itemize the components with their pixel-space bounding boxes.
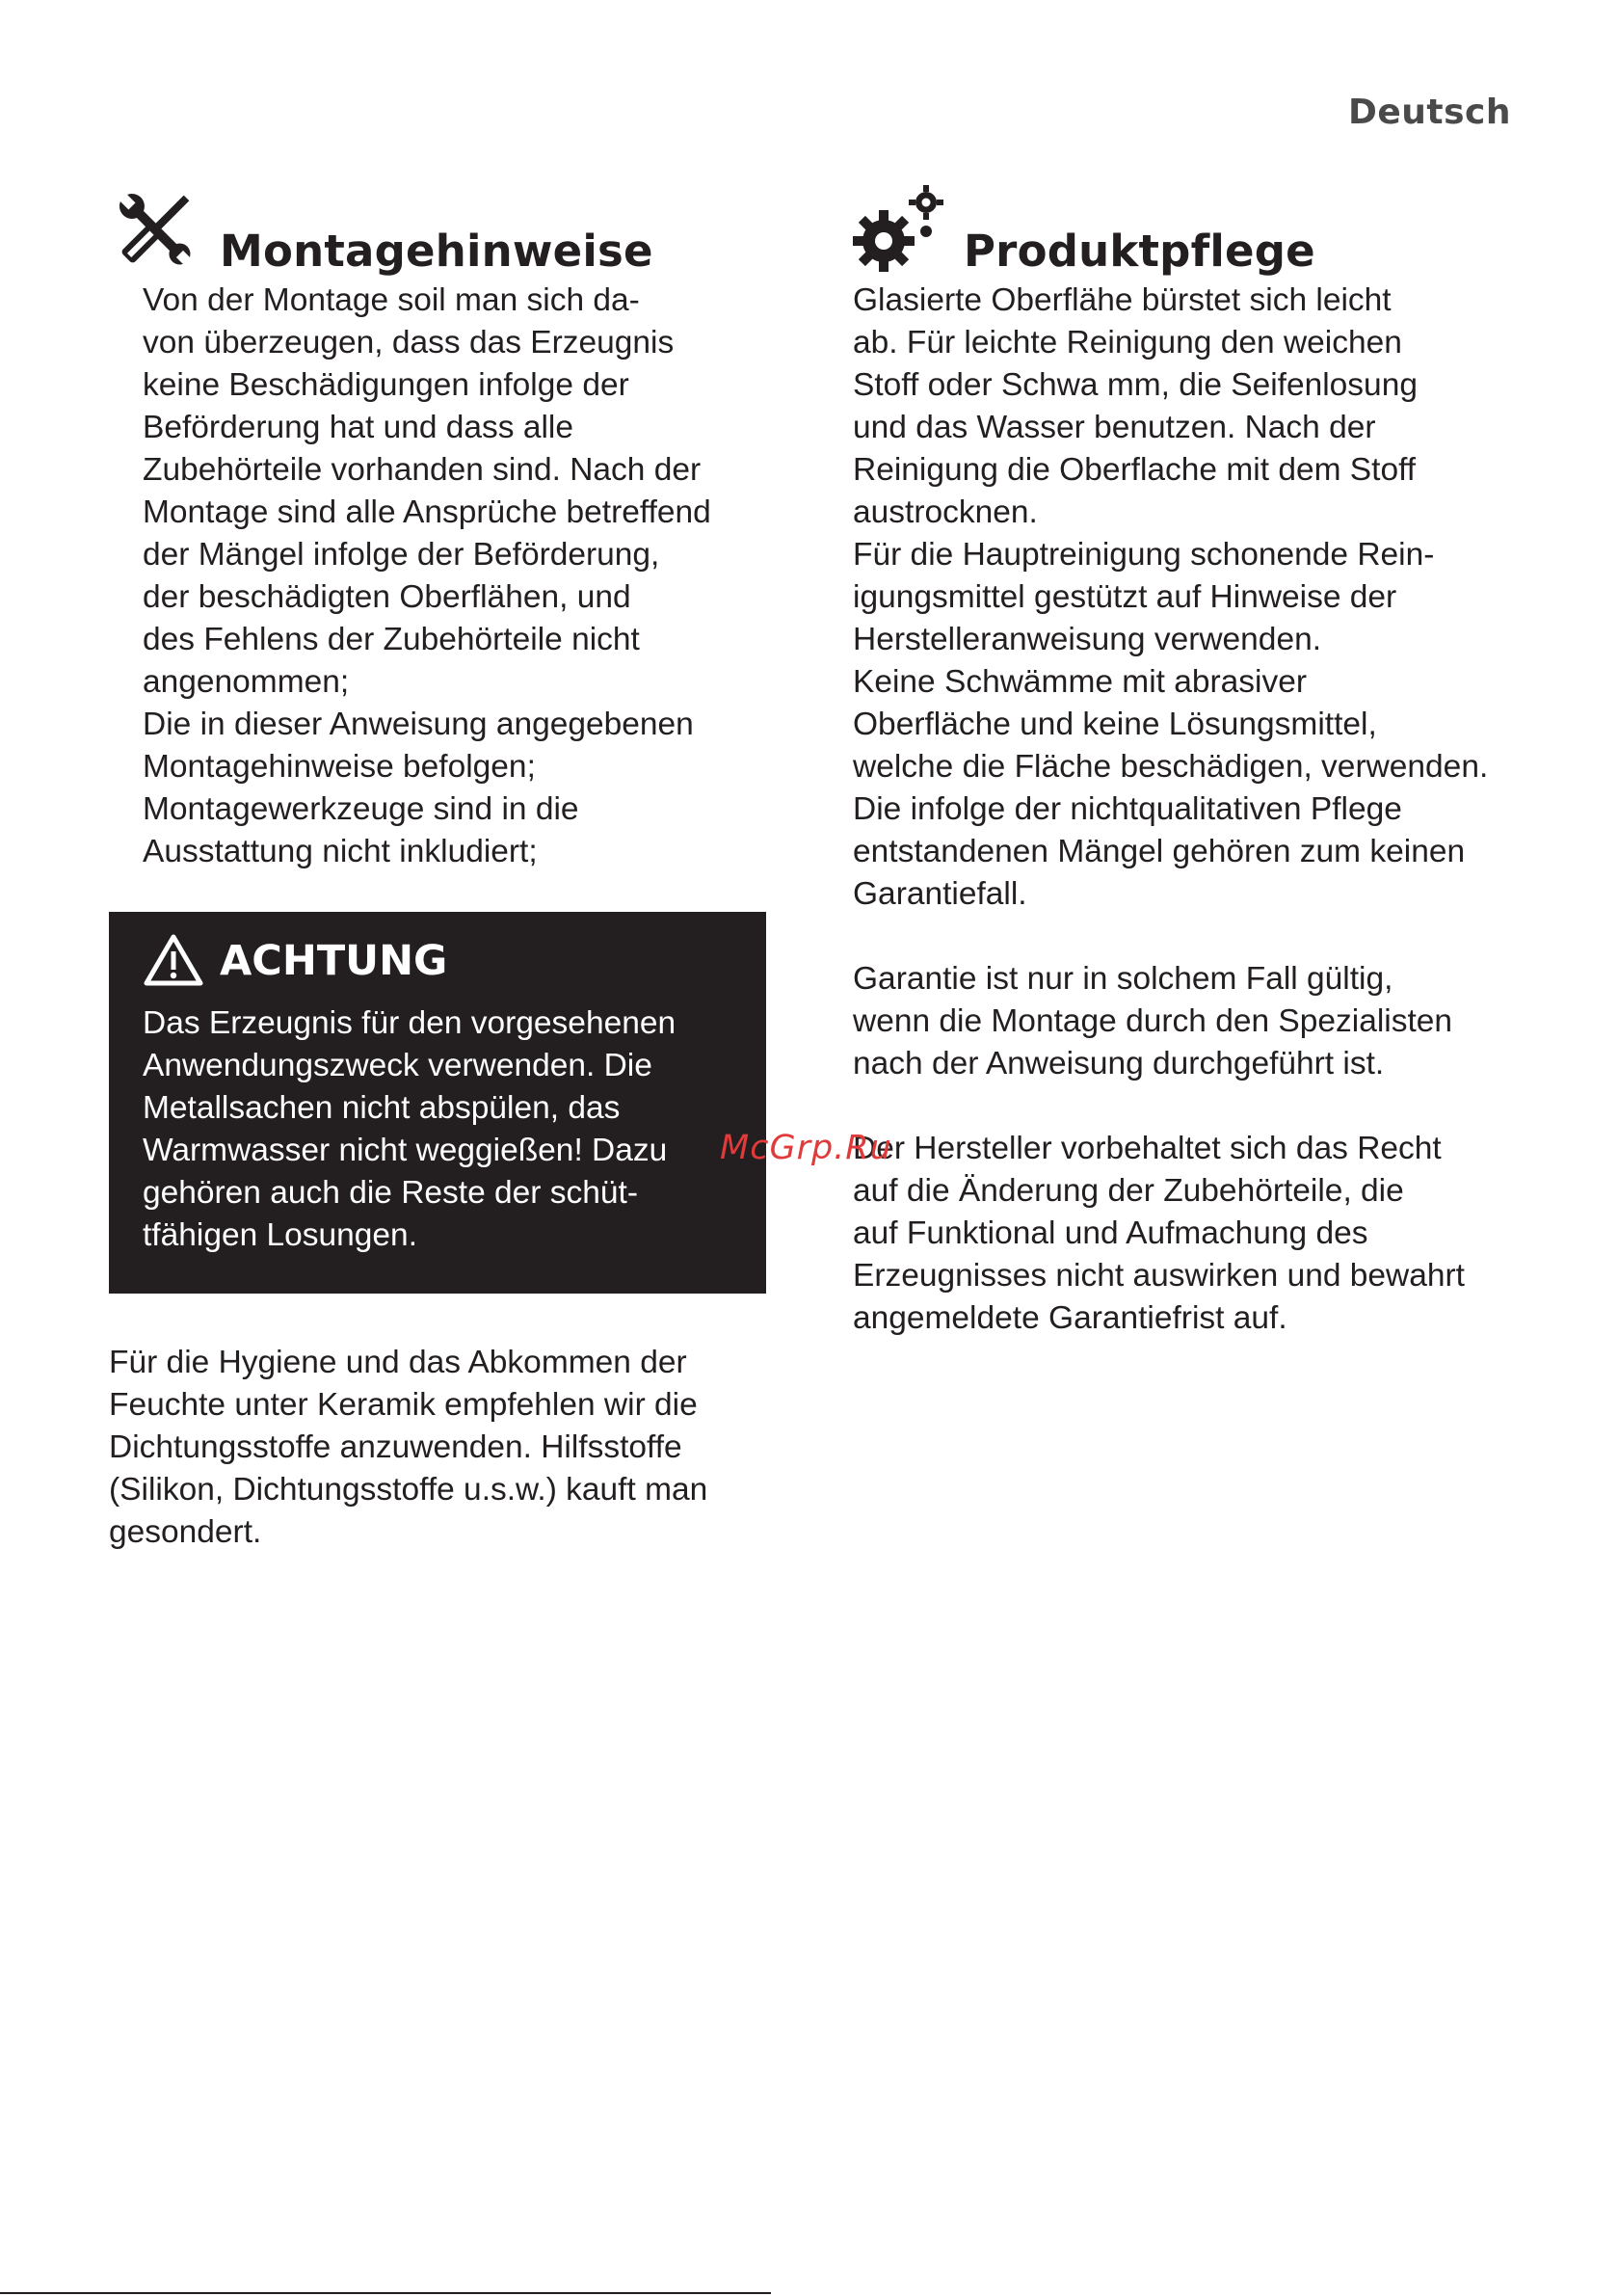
warning-text: Das Erzeugnis für den vorgesehenen Anwendungszweck verwenden. Die Metallsachen nicht abspülen, das Warmwasser nicht weggießen! Dazu gehören auch die Reste der schüt- tfähigen Losungen. — [143, 1005, 676, 1253]
bottom-divider — [0, 2292, 771, 2294]
care-title: Produktpflege — [964, 226, 1315, 277]
manufacturer-text: Der Hersteller vorbehaltet sich das Recht auf die Änderung der Zubehörteile, die auf Funktional und Aufmachung des Erzeugnisses nicht auswirken und bewahrt angemeldete Garantiefrist auf. — [853, 1131, 1465, 1336]
warning-triangle-icon — [143, 933, 204, 992]
assembly-heading — [109, 183, 774, 280]
hygiene-text: Für die Hygiene und das Abkommen der Feuchte unter Keramik empfehlen wir die Dichtungsstoffe anzuwenden. Hilfsstoffe (Silikon, Dichtungsstoffe u.s.w.) kauft man gesondert. — [109, 1345, 708, 1550]
assembly-text: Von der Montage soil man sich da- von überzeugen, dass das Erzeugnis keine Beschädigungen infolge der Beförderung hat und dass alle Zubehörteile vorhanden sind. Nach der Montage sind alle Ansprüche betreffend der Mängel infolge der Beförderung, der beschädigten Oberflähen, und des Fehlens der Zubehörteile nicht angenommen; Die in dieser Anweisung angegebenen Montagehinweise befolgen; Montagewerkzeuge sind in die Ausstattung nicht inkludiert; — [143, 282, 711, 869]
watermark-text: McGrp.Ru — [720, 1129, 892, 1167]
warning-box — [109, 912, 766, 1294]
left-column — [109, 183, 774, 1554]
warning-header — [109, 933, 766, 991]
gears-icon — [853, 183, 949, 280]
guarantee-text: Garantie ist nur in solchem Fall gültig, wenn die Montage durch den Spezialisten nach der Anweisung durchgeführt ist. — [853, 961, 1453, 1081]
warning-title: ACHTUNG — [220, 937, 448, 985]
wrench-screwdriver-icon — [109, 183, 201, 280]
right-column — [853, 183, 1527, 1340]
care-text: Glasierte Oberflähe bürstet sich leicht ab. Für leichte Reinigung den weichen Stoff oder Schwa mm, die Seifenlosung und das Wasser benutzen. Nach der Reinigung die Oberflache mit dem Stoff austrocknen. Für die Hauptreinigung schonende Rein- igungsmittel gestützt auf Hinweise der Herstelleranweisung verwenden. Keine Schwämme mit abrasiver Oberfläche und keine Lösungsmittel, welche die Fläche beschädigen, verwenden. Die infolge der nichtqualitativen Pflege entstandenen Mängel gehören zum keinen Garantiefall. — [853, 282, 1489, 912]
assembly-title: Montagehinweise — [220, 226, 653, 277]
language-label: Deutsch — [1347, 93, 1511, 132]
care-heading — [853, 183, 1527, 280]
